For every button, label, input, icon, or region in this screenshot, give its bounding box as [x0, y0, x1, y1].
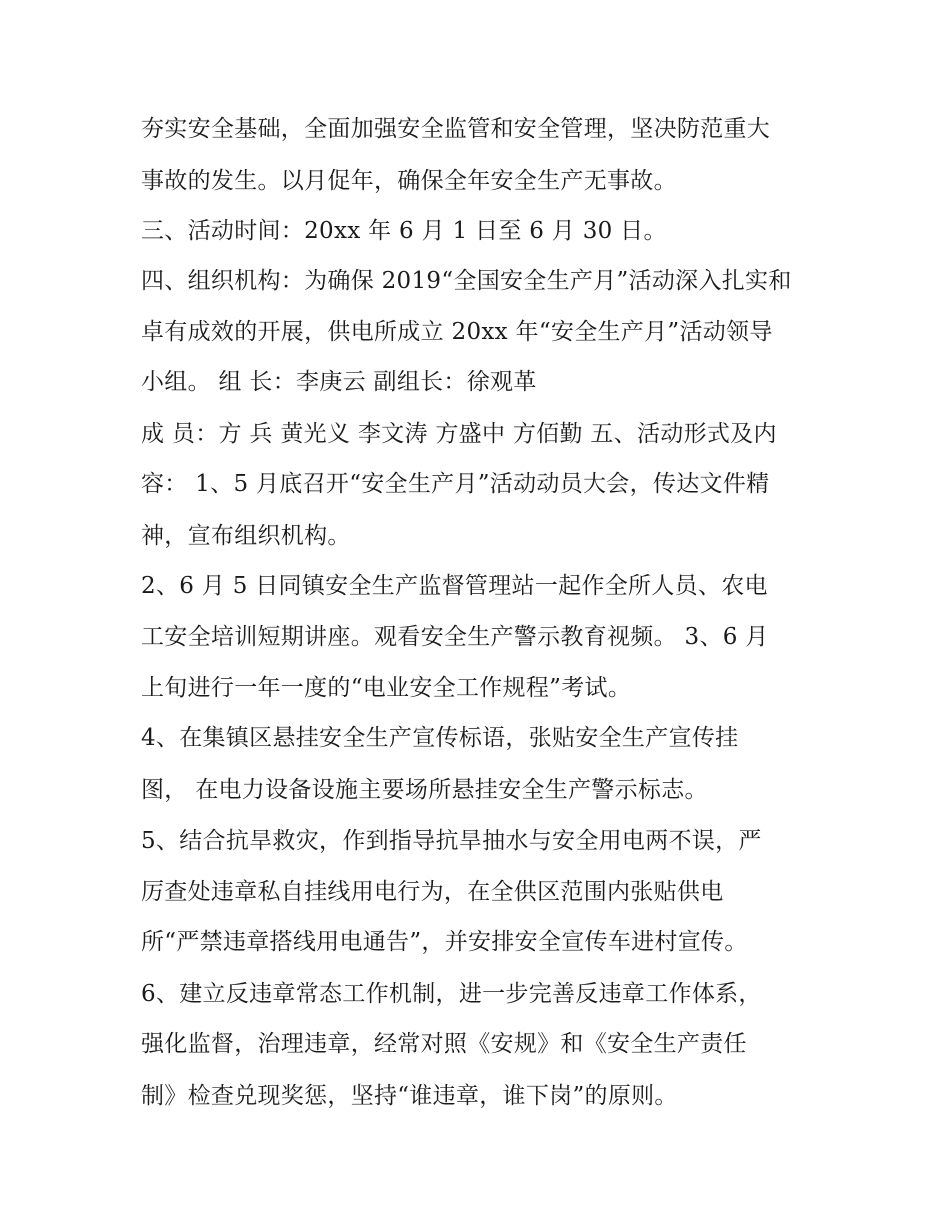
text-line: 小组。 组 长：李庚云 副组长：徐观革 [141, 369, 537, 395]
text-line: 工安全培训短期讲座。观看安全生产警示教育视频。 3、6 月 [141, 624, 769, 650]
text-line: 4、在集镇区悬挂安全生产宣传标语，张贴安全生产宣传挂 [141, 725, 739, 751]
text-line: 夯实安全基础，全面加强安全监管和安全管理，坚决防范重大 [141, 116, 771, 142]
text-line: 上旬进行一年一度的“电业安全工作规程”考试。 [141, 675, 632, 701]
text-line: 所“严禁违章搭线用电通告”，并安排安全宣传车进村宣传。 [141, 929, 748, 955]
text-line: 卓有成效的开展，供电所成立 20xx 年“安全生产月”活动领导 [141, 319, 773, 345]
text-line: 厉查处违章私自挂线用电行为，在全供区范围内张贴供电 [141, 879, 724, 905]
text-line: 2、6 月 5 日同镇安全生产监督管理站一起作全所人员、农电 [141, 573, 768, 599]
text-line: 5、结合抗旱救灾，作到指导抗旱抽水与安全用电两不误，严 [141, 828, 762, 854]
text-line: 事故的发生。以月促年，确保全年安全生产无事故。 [141, 168, 677, 194]
text-line: 四、组织机构：为确保 2019“全国安全生产月”活动深入扎实和 [141, 268, 792, 294]
text-line: 三、活动时间：20xx 年 6 月 1 日至 6 月 30 日。 [141, 218, 667, 244]
text-line: 容： 1、5 月底召开“安全生产月”活动动员大会，传达文件精 [141, 471, 770, 497]
text-line: 神，宣布组织机构。 [141, 523, 351, 549]
text-line: 成 员：方 兵 黄光义 李文涛 方盛中 方佰勤 五、活动形式及内 [141, 421, 777, 447]
text-line: 制》检查兑现奖惩，坚持“谁违章，谁下岗”的原则。 [141, 1083, 678, 1109]
text-line: 图， 在电力设备设施主要场所悬挂安全生产警示标志。 [141, 777, 708, 803]
text-line: 6、建立反违章常态工作机制，进一步完善反违章工作体系， [141, 981, 762, 1007]
text-line: 强化监督，治理违章，经常对照《安规》和《安全生产责任 [141, 1031, 747, 1057]
